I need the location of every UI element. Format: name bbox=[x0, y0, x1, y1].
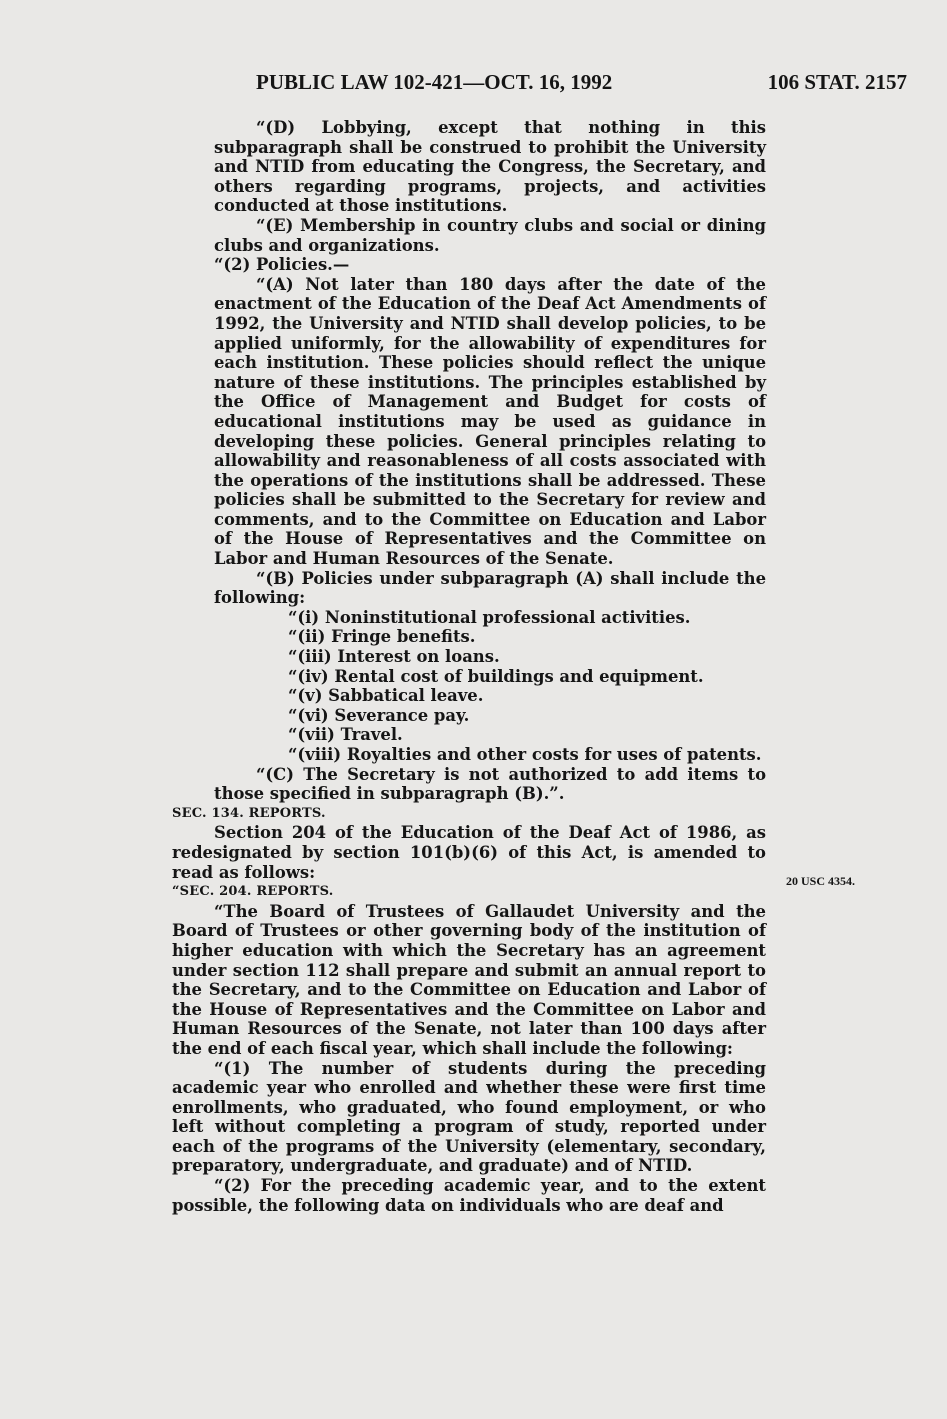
section-204-text: “The Board of Trustees of Gallaudet University and the Board of Trustees or other governing body of the institution of higher education with which the Secretary has an agreement under section 112 shall prepare and submit an annual report to the Secretary, and to the Committee on Education and Labor of the House of Representatives and the Committee on Labor and Human Resources of the Senate, not later than 100 days after the end of each fiscal year, which shall include the following: bbox=[172, 901, 766, 1058]
document-body bbox=[172, 118, 766, 1215]
list-item-b-v: “(v) Sabbatical leave. bbox=[288, 686, 484, 706]
section-204-heading: “SEC. 204. REPORTS. bbox=[172, 884, 334, 900]
list-item-b-ii: “(ii) Fringe benefits. bbox=[288, 627, 476, 647]
paragraph-policies-heading: “(2) Policies.— bbox=[214, 255, 350, 275]
list-item-b-vii: “(vii) Travel. bbox=[288, 725, 403, 745]
section-204-item-1: “(1) The number of students during the preceding academic year who enrolled and whether these were first time enrollments, who graduated, who found employment, or who left without completing a program of study, reported under each of the programs of the University (elementary, secondary, preparatory, undergraduate, and graduate) and of NTID. bbox=[172, 1058, 766, 1176]
page-header-title: PUBLIC LAW 102-421—OCT. 16, 1992 bbox=[256, 70, 613, 94]
section-134-text: Section 204 of the Education of the Deaf Act of 1986, as redesignated by section 101(b)(6) of this Act, is amended to read as follows: bbox=[172, 823, 766, 882]
list-item-b-vi: “(vi) Severance pay. bbox=[288, 705, 470, 725]
paragraph-c-secretary: “(C) The Secretary is not authorized to add items to those specified in subparagraph (B).”. bbox=[214, 764, 766, 804]
paragraph-d-lobbying: “(D) Lobbying, except that nothing in this subparagraph shall be construed to prohibit the University and NTID from educating the Congress, the Secretary, and others regarding programs, projects, and activities conducted at those institutions. bbox=[214, 118, 766, 216]
paragraph-e-membership: “(E) Membership in country clubs and social or dining clubs and organizations. bbox=[214, 215, 766, 255]
page-header-stat: 106 STAT. 2157 bbox=[767, 70, 907, 94]
section-204-item-2: “(2) For the preceding academic year, and to the extent possible, the following data on individuals who are deaf and bbox=[172, 1176, 766, 1215]
paragraph-a-policies: “(A) Not later than 180 days after the date of the enactment of the Education of the Deaf Act Amendments of 1992, the University and NTID shall develop policies, to be applied uniformly, for the allowability of expenditures for each institution. These policies should reflect the unique nature of these institutions. The principles established by the Office of Management and Budget for costs of educational institutions may be used as guidance in developing these policies. General principles relating to allowability and reasonableness of all costs associated with the operations of the institutions shall be addressed. These policies shall be submitted to the Secretary for review and comments, and to the Committee on Education and Labor of the House of Representatives and the Committee on Labor and Human Resources of the Senate. bbox=[214, 274, 766, 569]
usc-margin-note: 20 USC 4354. bbox=[786, 874, 856, 888]
paragraph-b-intro: “(B) Policies under subparagraph (A) shall include the following: bbox=[214, 568, 766, 608]
list-item-b-iv: “(iv) Rental cost of buildings and equipment. bbox=[288, 666, 704, 686]
list-item-b-viii: “(viii) Royalties and other costs for uses of patents. bbox=[288, 745, 762, 764]
list-item-b-i: “(i) Noninstitutional professional activities. bbox=[288, 607, 691, 627]
section-134-heading: SEC. 134. REPORTS. bbox=[172, 805, 326, 821]
list-item-b-iii: “(iii) Interest on loans. bbox=[288, 647, 500, 667]
